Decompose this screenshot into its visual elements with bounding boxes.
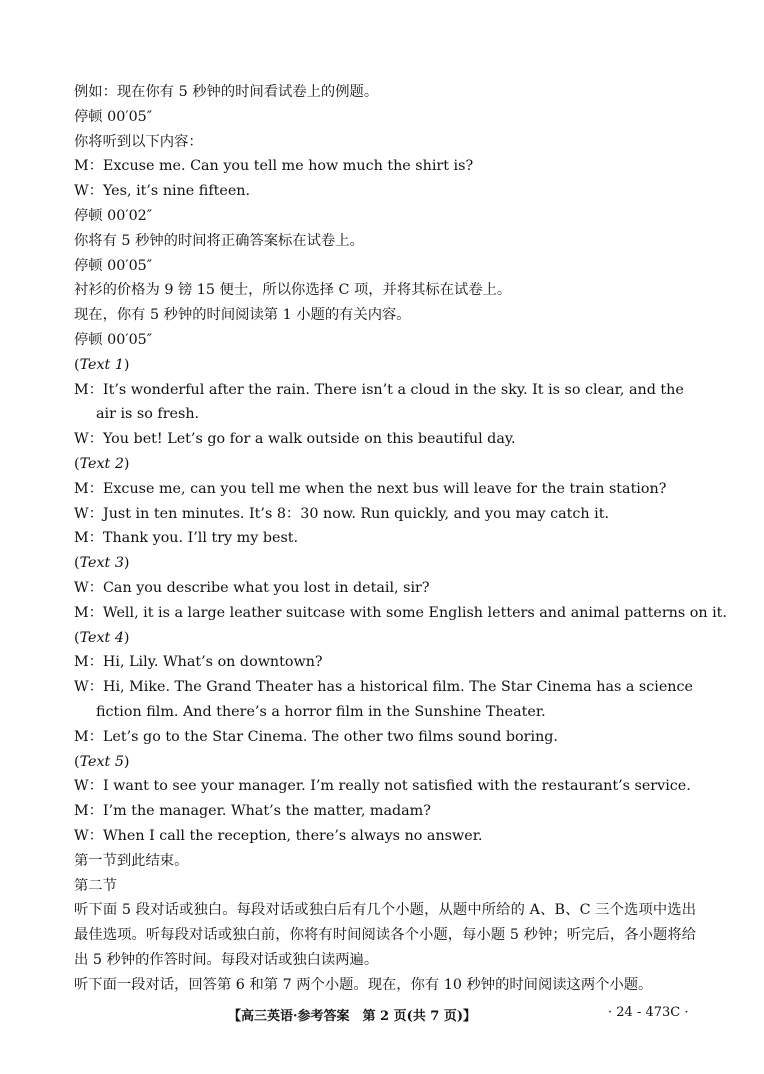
pause-marker: 停顿 00′05″	[74, 331, 153, 348]
dialogue-line: M：Let’s go to the Star Cinema. The other two films sound boring.	[74, 728, 558, 745]
mark-answer-instruction: 你将有 5 秒钟的时间将正确答案标在试卷上。	[74, 232, 364, 249]
dialogue-line: M：It’s wonderful after the rain. There isn’t a cloud in the sky. It is so clear, and the air is so fresh.	[74, 381, 684, 423]
page-footer	[0, 1005, 764, 1025]
pause-marker: 停顿 00′05″	[74, 108, 153, 125]
text-5-label: (Text 5)	[74, 753, 130, 770]
text-2-label: (Text 2)	[74, 455, 130, 472]
section-end: 第一节到此结束。	[74, 852, 189, 869]
dialogue-line: W：Hi, Mike. The Grand Theater has a historical film. The Star Cinema has a science fiction film. And there’s a horror film in the Sunshine Theater.	[74, 679, 693, 720]
text-3-label: (Text 3)	[74, 555, 130, 572]
pause-marker: 停顿 00′05″	[74, 257, 153, 274]
example-explanation: 衬衫的价格为 9 镑 15 便士，所以你选择 C 项，并将其标在试卷上。	[74, 282, 512, 299]
dialogue-line: W：Just in ten minutes. It’s 8：30 now. Run quickly, and you may catch it.	[74, 505, 610, 522]
reading-time-instruction: 现在，你有 5 秒钟的时间阅读第 1 小题的有关内容。	[74, 307, 411, 324]
dialogue-line: M：Hi, Lily. What’s on downtown?	[74, 654, 323, 671]
answer-key-page	[74, 80, 727, 997]
dialogue-line: W：Can you describe what you lost in detail, sir?	[74, 579, 430, 596]
dialogue-line: W：I want to see your manager. I’m really not satisfied with the restaurant’s service.	[74, 778, 691, 795]
listen-intro: 你将听到以下内容：	[74, 133, 203, 150]
dialogue-line: M：Thank you. I’ll try my best.	[74, 530, 299, 547]
section-two-title: 第二节	[74, 877, 117, 894]
example-intro: 例如：现在你有 5 秒钟的时间看试卷上的例题。	[74, 84, 379, 100]
footer-page-info: 【高三英语·参考答案 第 2 页(共 7 页)】	[228, 1009, 477, 1024]
dialogue-line: M：I’m the manager. What’s the matter, madam?	[74, 803, 431, 820]
text-4-label: (Text 4)	[74, 629, 130, 646]
dialogue-line: W：When I call the reception, there’s always no answer.	[74, 827, 483, 844]
example-dialogue-line: W：Yes, it’s nine fifteen.	[74, 183, 251, 200]
dialogue-line: W：You bet! Let’s go for a walk outside on this beautiful day.	[74, 431, 516, 448]
dialogue-line: M：Excuse me, can you tell me when the next bus will leave for the train station?	[74, 480, 667, 497]
section-two-next: 听下面一段对话，回答第 6 和第 7 两个小题。现在，你有 10 秒钟的时间阅读这两个小题。	[74, 976, 653, 993]
footer-code: · 24 - 473C ·	[608, 1005, 689, 1020]
dialogue-line: M：Well, it is a large leather suitcase with some English letters and animal patterns on it.	[74, 604, 727, 621]
pause-marker: 停顿 00′02″	[74, 207, 153, 224]
section-two-instructions: 听下面 5 段对话或独白。每段对话或独白后有几个小题，从题中所给的 A、B、C 三个选项中选出最佳选项。听每段对话或独白前，你将有时间阅读各个小题，每小题 5 秒钟；听完后，各小题将给出 5 秒钟的作答时间。每段对话或独白读两遍。	[74, 902, 696, 968]
text-1-label: (Text 1)	[74, 356, 130, 373]
example-dialogue-line: M：Excuse me. Can you tell me how much the shirt is?	[74, 158, 474, 175]
